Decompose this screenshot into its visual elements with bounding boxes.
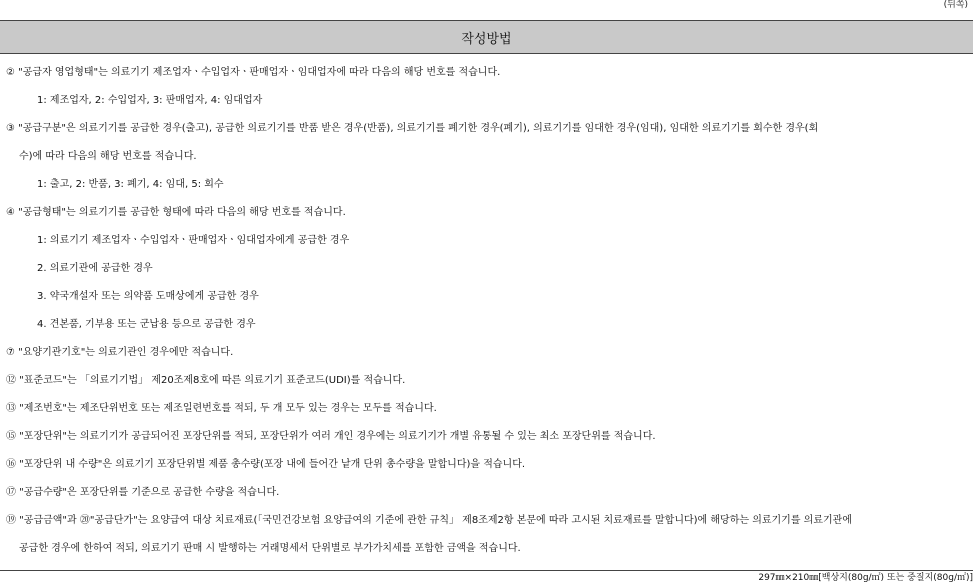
instruction-line: ⑬ "제조번호"는 제조단위번호 또는 제조일련번호를 적되, 두 개 모두 있는 경우는 모두를 적습니다. [6,403,437,414]
paper-size-note: 297㎜×210㎜[백상지(80g/㎡) 또는 중질지(80g/㎡)] [0,570,973,585]
instruction-line: ⑦ "요양기관기호"는 의료기관인 경우에만 적습니다. [6,347,234,358]
instruction-line: 1: 출고, 2: 반품, 3: 폐기, 4: 임대, 5: 회수 [37,179,224,190]
instruction-line: ⑲ "공급금액"과 ⑳"공급단가"는 요양급여 대상 치료재료(「국민건강보험 요양급여의 기준에 관한 규칙」 제8조제2항 본문에 따라 고시된 치료재료를 말합니다)에 해당하는 의료기기를 의료기관에 [6,515,852,526]
page-side-note: (뒤쪽) [943,0,968,10]
instruction-line: ⑮ "포장단위"는 의료기기가 공급되어진 포장단위를 적되, 포장단위가 여러 개인 경우에는 의료기기가 개별 유통될 수 있는 최소 포장단위를 적습니다. [6,431,656,442]
instruction-line: ⑯ "포장단위 내 수량"은 의료기기 포장단위별 제품 총수량(포장 내에 들어간 낱개 단위 총수량을 말합니다)을 적습니다. [6,459,526,470]
instruction-line: 3. 약국개설자 또는 의약품 도매상에게 공급한 경우 [37,291,259,302]
instructions-title: 작성방법 [461,31,512,47]
instruction-line: ② "공급자 영업형태"는 의료기기 제조업자ㆍ수입업자ㆍ판매업자ㆍ임대업자에 따라 다음의 해당 번호를 적습니다. [6,67,501,78]
instruction-line: 1: 의료기기 제조업자ㆍ수입업자ㆍ판매업자ㆍ임대업자에게 공급한 경우 [37,235,350,246]
instruction-line: ⑫ "표준코드"는 「의료기기법」 제20조제8호에 따른 의료기기 표준코드(UDI)를 적습니다. [6,375,406,386]
instructions-body [6,59,968,563]
instruction-line: 2. 의료기관에 공급한 경우 [37,263,153,274]
instructions-title-bar [0,20,973,54]
instruction-line: 4. 견본품, 기부용 또는 군납용 등으로 공급한 경우 [37,319,256,330]
instruction-line: ③ "공급구분"은 의료기기를 공급한 경우(출고), 공급한 의료기기를 반품 받은 경우(반품), 의료기기를 폐기한 경우(폐기), 의료기기를 임대한 경우(임대), 임대한 의료기기를 회수한 경우(회 [6,123,819,134]
instruction-line: ⑰ "공급수량"은 포장단위를 기준으로 공급한 수량을 적습니다. [6,487,280,498]
instruction-line: 공급한 경우에 한하여 적되, 의료기기 판매 시 발행하는 거래명세서 단위별로 부가가치세를 포함한 금액을 적습니다. [19,543,521,554]
instruction-line: ④ "공급형태"는 의료기기를 공급한 형태에 따라 다음의 해당 번호를 적습니다. [6,207,346,218]
instruction-line: 1: 제조업자, 2: 수입업자, 3: 판매업자, 4: 임대업자 [37,95,263,106]
instruction-line: 수)에 따라 다음의 해당 번호를 적습니다. [19,151,197,162]
